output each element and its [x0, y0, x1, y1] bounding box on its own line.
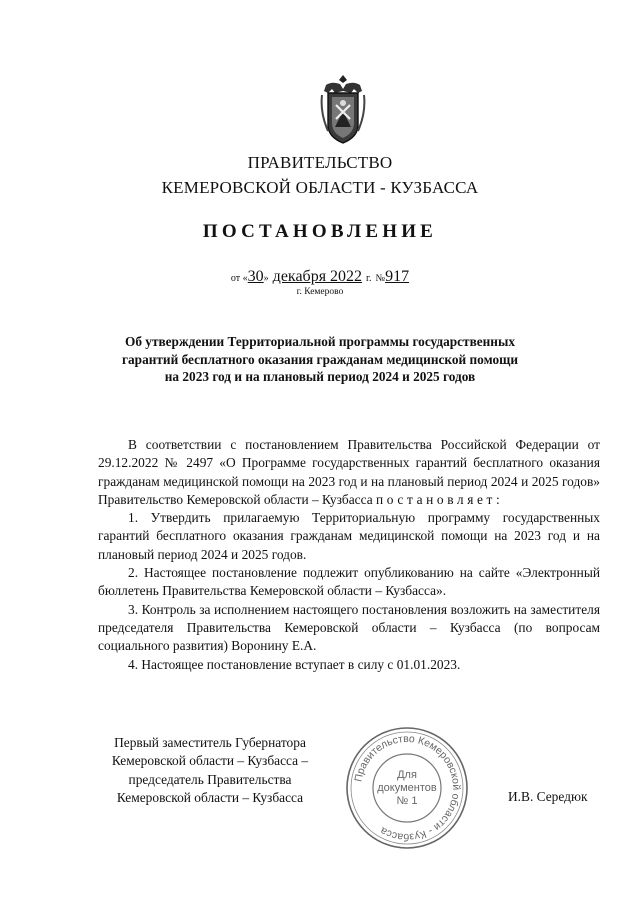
list-item: 2. Настоящее постановление подлежит опубликованию на сайте «Электронный бюллетень Правительства Кемеровской области – Кузбасса».: [98, 565, 600, 599]
position-line: Кемеровской области – Кузбасса –: [111, 753, 309, 769]
position-line: Кемеровской области – Кузбасса: [116, 789, 304, 805]
government-name-line1: ПРАВИТЕЛЬСТВО: [247, 153, 393, 172]
document-body: [98, 436, 600, 674]
date-month-year: декабря 2022: [272, 268, 363, 285]
city-name: г. Кемерово: [296, 287, 344, 297]
date-number-line: [0, 268, 640, 286]
official-stamp: [342, 723, 472, 853]
government-name-line2: КЕМЕРОВСКОЙ ОБЛАСТИ - КУЗБАССА: [161, 178, 479, 197]
document-type-title: ПОСТАНОВЛЕНИЕ: [202, 221, 438, 242]
position-line: председатель Правительства: [128, 771, 292, 787]
preamble-paragraph: [98, 436, 600, 509]
date-day-close: »: [263, 273, 269, 284]
position-line: Первый заместитель Губернатора: [114, 735, 306, 750]
stamp-center-line3: № 1: [396, 795, 418, 807]
document-number: 917: [385, 268, 410, 285]
date-year-suffix: г.: [366, 273, 372, 284]
date-from-label: от «: [230, 273, 248, 284]
preamble-text: В соответствии с постановлением Правительства Российской Федерации от 29.12.2022 № 2497 «О Программе государственных гарантий бесплатного оказания гражданам медицинской помощи на 2023 год и на плановый период 2024 и 2025 годов» Правительство Кемеровской области – Кузбасса: [98, 437, 600, 507]
number-label: №: [375, 273, 386, 284]
signatory-name: И.В. Середюк: [508, 789, 588, 804]
stamp-center-line1: Для: [397, 769, 417, 781]
list-item: 3. Контроль за исполнением настоящего постановления возложить на заместителя председателя Правительства Кемеровской области – Кузбасса (по вопросам социального развития) Воронину Е.А.: [98, 601, 600, 654]
date-day: 30: [247, 268, 264, 285]
signatory-position: [92, 734, 328, 807]
document-subject: Об утверждении Территориальной программы государственных гарантий бесплатного оказания гражданам медицинской помощи на 2023 год и на плановый период 2024 и 2025 годов: [122, 334, 518, 384]
stamp-center-line2: документов: [377, 782, 437, 794]
coat-of-arms-emblem: [318, 73, 368, 147]
list-item: 4. Настоящее постановление вступает в силу с 01.01.2023.: [128, 656, 461, 672]
resolves-word: постановляет:: [376, 491, 504, 507]
list-item: 1. Утвердить прилагаемую Территориальную программу государственных гарантий бесплатного оказания гражданам медицинской помощи на 2023 год и на плановый период 2024 и 2025 годов.: [98, 510, 600, 562]
stamp-ring-text: Правительство Кемеровской области - Кузбасса: [352, 732, 463, 844]
